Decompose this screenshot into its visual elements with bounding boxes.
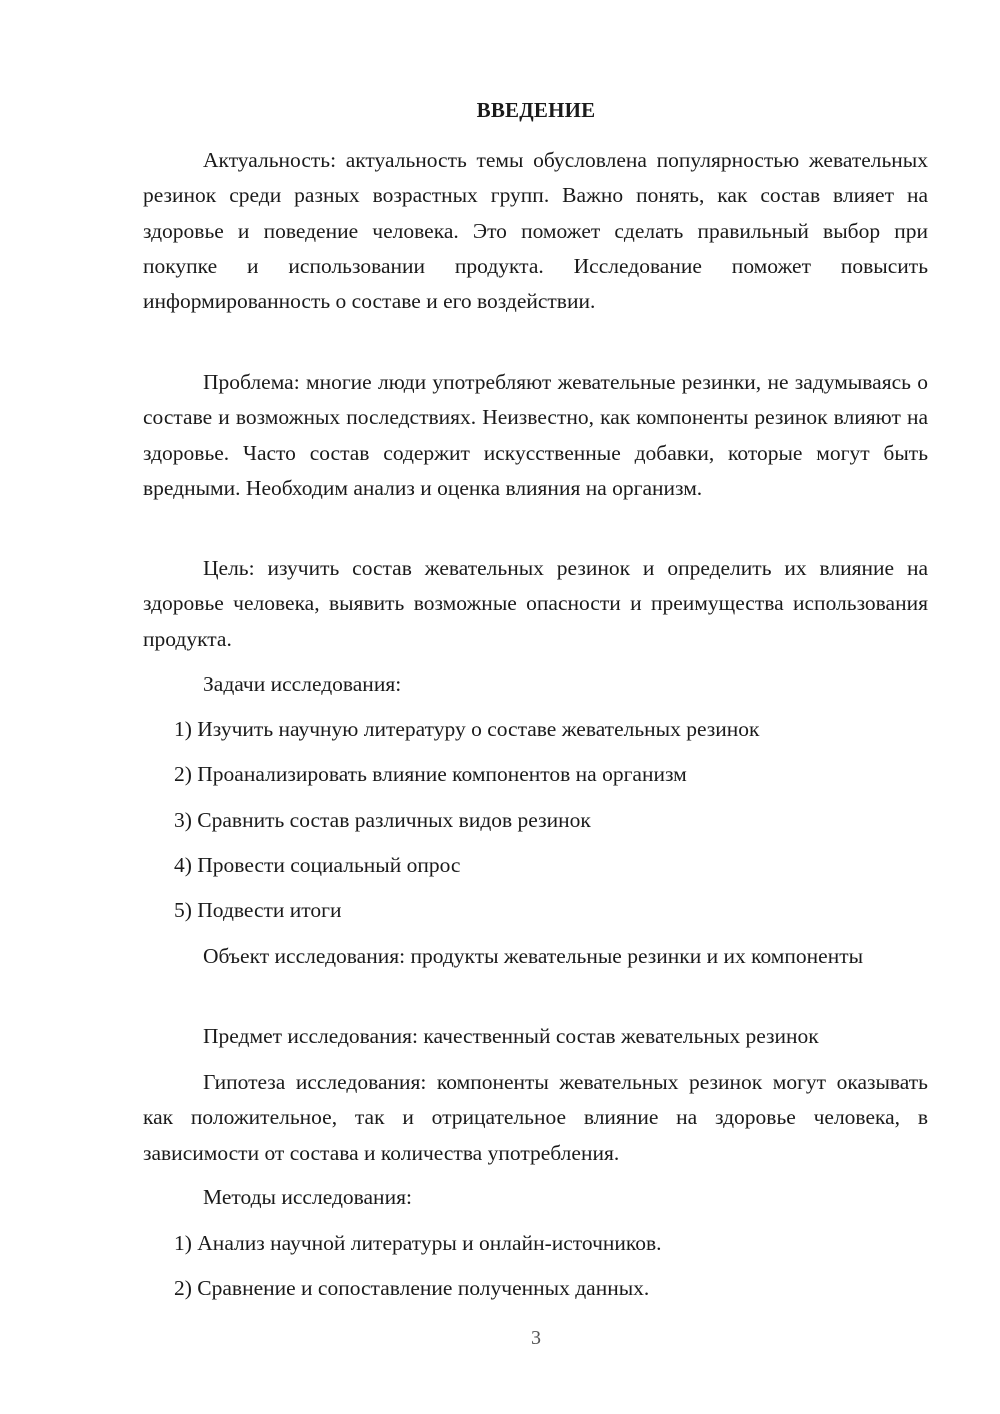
methods-heading: Методы исследования: (203, 1185, 412, 1209)
list-item: 4) Провести социальный опрос (174, 853, 461, 877)
hypothesis-paragraph: Гипотеза исследования: компоненты жевательных резинок могут оказывать как положительное, так и отрицательное влияние на здоровье человека, в зависимости от состава и количества употребления. (143, 1070, 928, 1165)
goal-paragraph: Цель: изучить состав жевательных резинок и определить их влияние на здоровье человека, выявить возможные опасности и преимущества использования продукта. (143, 556, 928, 651)
list-item: 3) Сравнить состав различных видов резинок (174, 808, 591, 832)
object-paragraph: Объект исследования: продукты жевательные резинки и их компоненты (203, 944, 864, 968)
list-item: 1) Анализ научной литературы и онлайн-источников. (174, 1231, 662, 1255)
list-item: 2) Сравнение и сопоставление полученных данных. (174, 1276, 650, 1300)
list-item: 5) Подвести итоги (174, 898, 342, 922)
relevance-paragraph: Актуальность: актуальность темы обусловлена популярностью жевательных резинок среди разных возрастных групп. Важно понять, как состав влияет на здоровье и поведение человека. Это поможет сделать правильный выбор при покупке и использовании продукта. Исследование поможет повысить информированность о составе и его воздействии. (143, 148, 928, 314)
problem-paragraph: Проблема: многие люди употребляют жевательные резинки, не задумываясь о составе и возможных последствиях. Неизвестно, как компоненты резинок влияют на здоровье. Часто состав содержит искусственные добавки, которые могут быть вредными. Необходим анализ и оценка влияния на организм. (143, 370, 928, 500)
list-item: 1) Изучить научную литературу о составе жевательных резинок (174, 717, 760, 741)
tasks-heading: Задачи исследования: (203, 672, 402, 696)
list-item: 2) Проанализировать влияние компонентов на организм (174, 762, 687, 786)
subject-paragraph: Предмет исследования: качественный состав жевательных резинок (203, 1024, 819, 1048)
section-title: ВВЕДЕНИЕ (476, 98, 596, 122)
page-number: 3 (531, 1327, 541, 1349)
